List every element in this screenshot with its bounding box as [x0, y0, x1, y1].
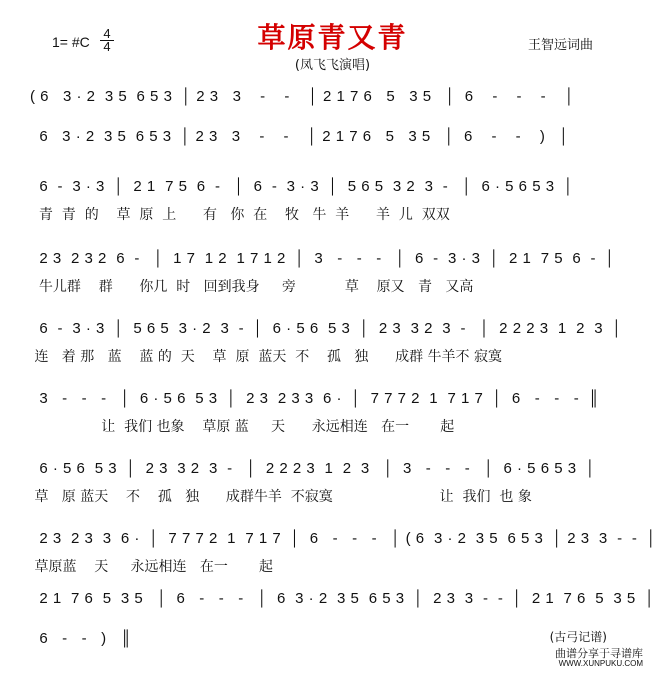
notation-line: 6 - 3 · 3 │ 5 6 5 3 · 2 3 - │ 6 · 5 6 5 3 │ 2 3 3 2 3 - │ 2 2 2 3 1 2 3 │ — [30, 320, 623, 337]
notation-line: 2 3 2 3 3 6 · │ 7 7 7 2 1 7 1 7 │ 6 - - - │ ( 6 3 · 2 3 5 6 5 3 │ 2 3 3 - - │ — [30, 530, 657, 547]
composer-credits: 王智远词曲 — [528, 38, 594, 53]
notation-line: 2 1 7 6 5 3 5 │ 6 - - - │ 6 3 · 2 3 5 6 5 3 │ 2 3 3 - - │ 2 1 7 6 5 3 5 │ — [30, 590, 655, 607]
lyrics-line: 青 青 的 草 原 上 有 你 在 牧 牛 羊 羊 儿 双双 — [30, 207, 450, 223]
lyrics-line: 让 我们 也象 草原 蓝 天 永远相连 在一 起 — [30, 419, 455, 435]
time-top: 4 — [103, 26, 111, 41]
score-row-3 — [30, 250, 620, 295]
score-row-2 — [30, 178, 620, 223]
site-url: WWW.XUNPUKU.COM — [558, 659, 643, 668]
score-row-8 — [30, 590, 655, 612]
score-row-6 — [30, 460, 620, 505]
key-signature: 1= #C — [52, 34, 90, 50]
notation-line: 6 - 3 · 3 │ 2 1 7 5 6 - │ 6 - 3 · 3 │ 5 6 5 3 2 3 - │ 6 · 5 6 5 3 │ — [30, 178, 574, 195]
time-signature — [100, 28, 114, 53]
notation-line: 2 3 2 3 2 6 - │ 1 7 1 2 1 7 1 2 │ 3 - - - │ 6 - 3 · 3 │ 2 1 7 5 6 - │ — [30, 250, 616, 267]
score-row-7 — [30, 530, 657, 575]
lyrics-line: 草 原 蓝天 不 孤 独 成群牛羊 不寂寞 让 我们 也 象 — [30, 489, 532, 505]
score-row-1 — [30, 128, 620, 150]
notation-line: 6 3 · 2 3 5 6 5 3 │ 2 3 3 - - │ 2 1 7 6 5 3 5 │ 6 - - ) │ — [30, 128, 570, 145]
score-row-4 — [30, 320, 623, 365]
score-row-5 — [30, 390, 620, 435]
song-title: 草原青又青 — [257, 21, 408, 54]
notation-line: ( 6 3 · 2 3 5 6 5 3 │ 2 3 3 - - │ 2 1 7 6 5 3 5 │ 6 - - - │ — [30, 88, 575, 105]
singer-note: (凤飞飞演唱) — [294, 58, 371, 73]
lyrics-line: 连 着 那 蓝 蓝 的 天 草 原 蓝天 不 孤 独 成群 牛羊不 寂寞 — [30, 349, 503, 365]
score-row-0 — [30, 88, 620, 110]
notation-line: 6 · 5 6 5 3 │ 2 3 3 2 3 - │ 2 2 2 3 1 2 3 │ 3 - - - │ 6 · 5 6 5 3 │ — [30, 460, 596, 477]
transcriber-credit: (古弓记谱) — [549, 630, 607, 644]
lyrics-line: 草原蓝 天 永远相连 在一 起 — [30, 559, 274, 575]
site-credit: 曲谱分享于寻谱库 — [555, 647, 643, 660]
score-row-9 — [30, 630, 620, 652]
lyrics-line: 牛儿群 群 你几 时 回到我身 旁 草 原又 青 又高 — [30, 279, 474, 295]
notation-line: 3 - - - │ 6 · 5 6 5 3 │ 2 3 2 3 3 6 · │ 7 7 7 2 1 7 1 7 │ 6 - - - ║ — [30, 390, 600, 407]
time-bottom: 4 — [103, 39, 111, 54]
notation-line: 6 - - ) ║ — [30, 630, 132, 647]
